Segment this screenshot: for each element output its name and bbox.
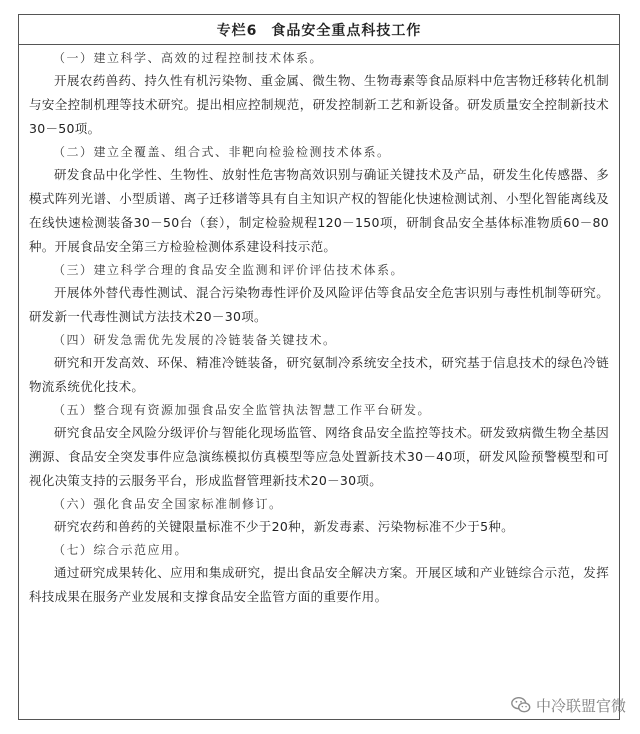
section-body: 研发食品中化学性、生物性、放射性危害物高效识别与确证关键技术及产品，研发生化传感器、多模式阵列光谱、小型质谱、离子迁移谱等具有自主知识产权的智能化快速检测试剂、小型化智能离线及在线快速检测装备30－50台（套），制定检验规程120－150项，研制食品安全基体标准物质60－80种。开展食品安全第三方检验检测体系建设科技示范。 (29, 167, 609, 254)
section-heading: （七）综合示范应用。 (53, 543, 189, 557)
section-body: 研究食品安全风险分级评价与智能化现场监管、网络食品安全监控等技术。研发致病微生物全基因溯源、食品安全突发事件应急演练模拟仿真模型等应急处置新技术30－40项，研发风险预警模型和可视化决策支持的云服务平台，形成监督管理新技术20－30项。 (29, 425, 609, 488)
section-heading: （三）建立科学合理的食品安全监测和评价评估技术体系。 (53, 263, 405, 277)
wechat-icon (510, 694, 532, 716)
section-5 (29, 399, 609, 493)
section-body: 开展体外替代毒性测试、混合污染物毒性评价及风险评估等食品安全危害识别与毒性机制等研究。研发新一代毒性测试方法技术20－30项。 (29, 285, 609, 324)
section-body: 通过研究成果转化、应用和集成研究，提出食品安全解决方案。开展区域和产业链综合示范，发挥科技成果在服务产业发展和支撑食品安全监管方面的重要作用。 (29, 565, 609, 604)
section-7 (29, 539, 609, 609)
section-heading: （四）研发急需优先发展的冷链装备关键技术。 (53, 333, 337, 347)
section-heading: （二）建立全覆盖、组合式、非靶向检验检测技术体系。 (53, 145, 391, 159)
section-body: 研究农药和兽药的关键限量标准不少于20种，新发毒素、污染物标准不少于5种。 (54, 519, 514, 534)
section-1 (29, 47, 609, 141)
watermark-text: 中冷联盟官微 (535, 696, 626, 715)
watermark (510, 694, 626, 716)
section-6 (29, 493, 609, 539)
section-3 (29, 259, 609, 329)
section-body: 研究和开发高效、环保、精准冷链装备，研究氨制冷系统安全技术，研究基于信息技术的绿色冷链物流系统优化技术。 (29, 355, 609, 394)
section-2 (29, 141, 609, 259)
section-4 (29, 329, 609, 399)
box-number: 专栏6 (216, 22, 258, 39)
box-title-text: 食品安全重点科技工作 (271, 22, 422, 39)
section-heading: （五）整合现有资源加强食品安全监管执法智慧工作平台研发。 (53, 403, 432, 417)
section-heading: （一）建立科学、高效的过程控制技术体系。 (53, 51, 324, 65)
box-content (19, 45, 619, 609)
section-body: 开展农药兽药、持久性有机污染物、重金属、微生物、生物毒素等食品原料中危害物迁移转化机制与安全控制机理等技术研究。提出相应控制规范，研发控制新工艺和新设备。研发质量安全控制新技术30－50项。 (29, 73, 609, 136)
section-heading: （六）强化食品安全国家标准制修订。 (53, 497, 283, 511)
feature-box (18, 14, 620, 720)
box-title (19, 15, 619, 45)
